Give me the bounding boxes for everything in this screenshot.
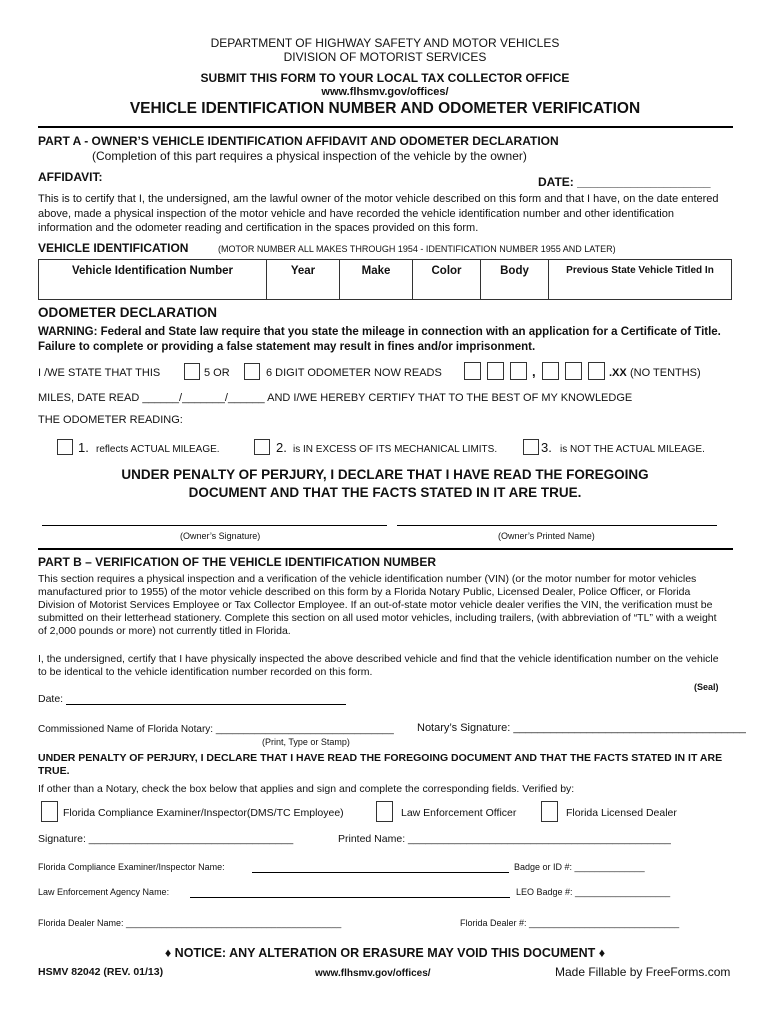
owner-printed-name-line[interactable] [397, 525, 717, 526]
agency-name-label: Law Enforcement Agency Name: [38, 887, 170, 897]
division-name: DIVISION OF MOTORIST SERVICES [283, 50, 487, 64]
odometer-heading: ODOMETER DECLARATION [38, 305, 217, 320]
verification-date-line[interactable] [66, 704, 346, 705]
col-previous-state[interactable]: Previous State Vehicle Titled In [549, 260, 732, 300]
odometer-digit-3[interactable] [510, 362, 527, 380]
dealer-name-field[interactable]: Florida Dealer Name: ___________________________________________ [38, 918, 342, 928]
inspector-certification: I, the undersigned, certify that I have physically inspected the above described vehicle and find that the vehicle identification number on the vehicle to be identical to the vehicle identification number recorded on this form. [38, 653, 719, 678]
affidavit-text: This is to certify that I, the undersigned, am the lawful owner of the motor vehicle described on this form and that I have, on the date entered above, made a physical inspection of the motor vehicle and have recorded the vehicle identification number and other identification information and the odometer reading and certification in the spaces provided on this form. [38, 193, 719, 234]
state-that-this-label: I /WE STATE THAT THIS [38, 367, 161, 379]
odometer-digit-5[interactable] [565, 362, 582, 380]
verification-date-label: Date: [38, 693, 64, 705]
page-title: VEHICLE IDENTIFICATION NUMBER AND ODOMETER VERIFICATION [129, 100, 641, 117]
compliance-examiner-checkbox[interactable] [41, 801, 58, 822]
freeforms-credit: Made Fillable by FreeForms.com [555, 965, 731, 979]
alteration-notice: ♦ NOTICE: ANY ALTERATION OR ERASURE MAY VOID THIS DOCUMENT ♦ [164, 946, 606, 960]
affidavit-date-field[interactable]: DATE: ____________________ [538, 175, 711, 189]
part-b-heading: PART B – VERIFICATION OF THE VEHICLE IDENTIFICATION NUMBER [38, 555, 437, 569]
footer-url: www.flhsmv.gov/offices/ [315, 968, 431, 979]
header-url: www.flhsmv.gov/offices/ [321, 86, 449, 98]
perjury-statement-line-1: UNDER PENALTY OF PERJURY, I DECLARE THAT I HAVE READ THE FOREGOING [121, 467, 649, 482]
title-divider [38, 126, 733, 128]
option-2-text: is IN EXCESS OF ITS MECHANICAL LIMITS. [293, 444, 498, 455]
badge-id-field[interactable]: Badge or ID #: ______________ [514, 862, 645, 872]
part-b-divider [38, 548, 733, 550]
fce-name-label: Florida Compliance Examiner/Inspector Name: [38, 862, 225, 872]
seal-label: (Seal) [694, 682, 719, 692]
law-enforcement-checkbox[interactable] [376, 801, 393, 822]
perjury-statement-line-2: DOCUMENT AND THAT THE FACTS STATED IN IT ARE TRUE. [188, 485, 582, 500]
compliance-examiner-label: Florida Compliance Examiner/Inspector(DMS/TC Employee) [63, 807, 344, 819]
col-year[interactable]: Year [267, 260, 340, 300]
odometer-warning: WARNING: Federal and State law require that you state the mileage in connection with an application for a Certificate of Title. Failure to complete or providing a false statement may result in fines and/or imprisonment. [38, 326, 721, 353]
other-than-notary-instruction: If other than a Notary, check the box below that applies and sign and complete the corresponding fields. Verified by: [38, 783, 575, 795]
option-3-text: is NOT THE ACTUAL MILEAGE. [560, 444, 705, 455]
law-enforcement-label: Law Enforcement Officer [401, 807, 517, 819]
dept-name: DEPARTMENT OF HIGHWAY SAFETY AND MOTOR VEHICLES [210, 36, 560, 50]
submit-instruction: SUBMIT THIS FORM TO YOUR LOCAL TAX COLLECTOR OFFICE [200, 71, 570, 85]
vehicle-identification-label: VEHICLE IDENTIFICATION [38, 241, 189, 255]
option-1-number: 1. [78, 440, 89, 455]
odometer-digit-6[interactable] [588, 362, 605, 380]
affidavit-label: AFFIDAVIT: [38, 170, 103, 184]
odometer-comma: , [532, 364, 536, 379]
owner-printed-caption: (Owner’s Printed Name) [498, 531, 595, 541]
notary-name-field[interactable]: Commissioned Name of Florida Notary: ________________________________ [38, 724, 394, 735]
odometer-digit-2[interactable] [487, 362, 504, 380]
six-digit-label: 6 DIGIT ODOMETER NOW READS [266, 367, 442, 379]
no-tenths-label: (NO TENTHS) [630, 367, 701, 379]
excess-limits-checkbox[interactable] [254, 439, 270, 455]
six-digit-checkbox[interactable] [244, 363, 260, 380]
part-b-text: This section requires a physical inspection and a verification of the vehicle identification number (VIN) (or the motor number for motor vehicles manufactured prior to 1955) of the motor vehicle described on this form by a Florida Notary Public, Licensed Dealer, Police Officer, or Florida Division of Motorist Services Employee or Tax Collector Employee. If an out-of-state motor vehicle dealer verifies the VIN, the verification must be submitted on their letterhead stationery. Complete this section on all used motor vehicles, including trailers, (with abbreviation of “TL” with a weight of 2,000 pounds or more) not currently titled in Florida. [38, 573, 717, 637]
fce-name-line[interactable] [252, 872, 509, 873]
verifier-printed-name-field[interactable]: Printed Name: _____________________________________________ [338, 833, 671, 845]
licensed-dealer-label: Florida Licensed Dealer [566, 807, 677, 819]
five-or-label: 5 OR [204, 367, 230, 379]
actual-mileage-checkbox[interactable] [57, 439, 73, 455]
odometer-reading-label: THE ODOMETER READING: [38, 414, 183, 426]
col-make[interactable]: Make [340, 260, 413, 300]
agency-name-line[interactable] [190, 897, 510, 898]
form-id: HSMV 82042 (REV. 01/13) [38, 966, 164, 978]
vehicle-identification-note: (MOTOR NUMBER ALL MAKES THROUGH 1954 - IDENTIFICATION NUMBER 1955 AND LATER) [218, 244, 616, 254]
col-color[interactable]: Color [413, 260, 481, 300]
part-b-perjury-statement: UNDER PENALTY OF PERJURY, I DECLARE THAT I HAVE READ THE FOREGOING DOCUMENT AND THAT THE FACTS STATED IN IT ARE TRUE. [38, 752, 723, 777]
licensed-dealer-checkbox[interactable] [541, 801, 558, 822]
odometer-digit-4[interactable] [542, 362, 559, 380]
print-type-stamp-caption: (Print, Type or Stamp) [262, 737, 350, 747]
option-2-number: 2. [276, 440, 287, 455]
part-a-heading: PART A - OWNER’S VEHICLE IDENTIFICATION AFFIDAVIT AND ODOMETER DECLARATION [38, 134, 559, 148]
col-vin[interactable]: Vehicle Identification Number [39, 260, 267, 300]
option-1-text: reflects ACTUAL MILEAGE. [96, 444, 220, 455]
odometer-xx: .XX [609, 367, 627, 379]
col-body[interactable]: Body [481, 260, 549, 300]
odometer-digit-1[interactable] [464, 362, 481, 380]
owner-signature-caption: (Owner’s Signature) [180, 531, 261, 541]
owner-signature-line[interactable] [42, 525, 387, 526]
five-digit-checkbox[interactable] [184, 363, 200, 380]
vehicle-identification-table [38, 259, 732, 300]
part-a-subheading: (Completion of this part requires a physical inspection of the vehicle by the owner) [92, 149, 527, 163]
leo-badge-field[interactable]: LEO Badge #: ___________________ [516, 887, 671, 897]
miles-date-read-line[interactable]: MILES, DATE READ ______/_______/______ AND I/WE HEREBY CERTIFY THAT TO THE BEST OF MY KNOWLEDGE [38, 392, 633, 404]
not-actual-mileage-checkbox[interactable] [523, 439, 539, 455]
dealer-number-field[interactable]: Florida Dealer #: ______________________________ [460, 918, 680, 928]
notary-signature-field[interactable]: Notary’s Signature: ______________________________________ [417, 722, 746, 734]
verifier-signature-field[interactable]: Signature: ___________________________________ [38, 833, 294, 845]
option-3-number: 3. [541, 440, 552, 455]
